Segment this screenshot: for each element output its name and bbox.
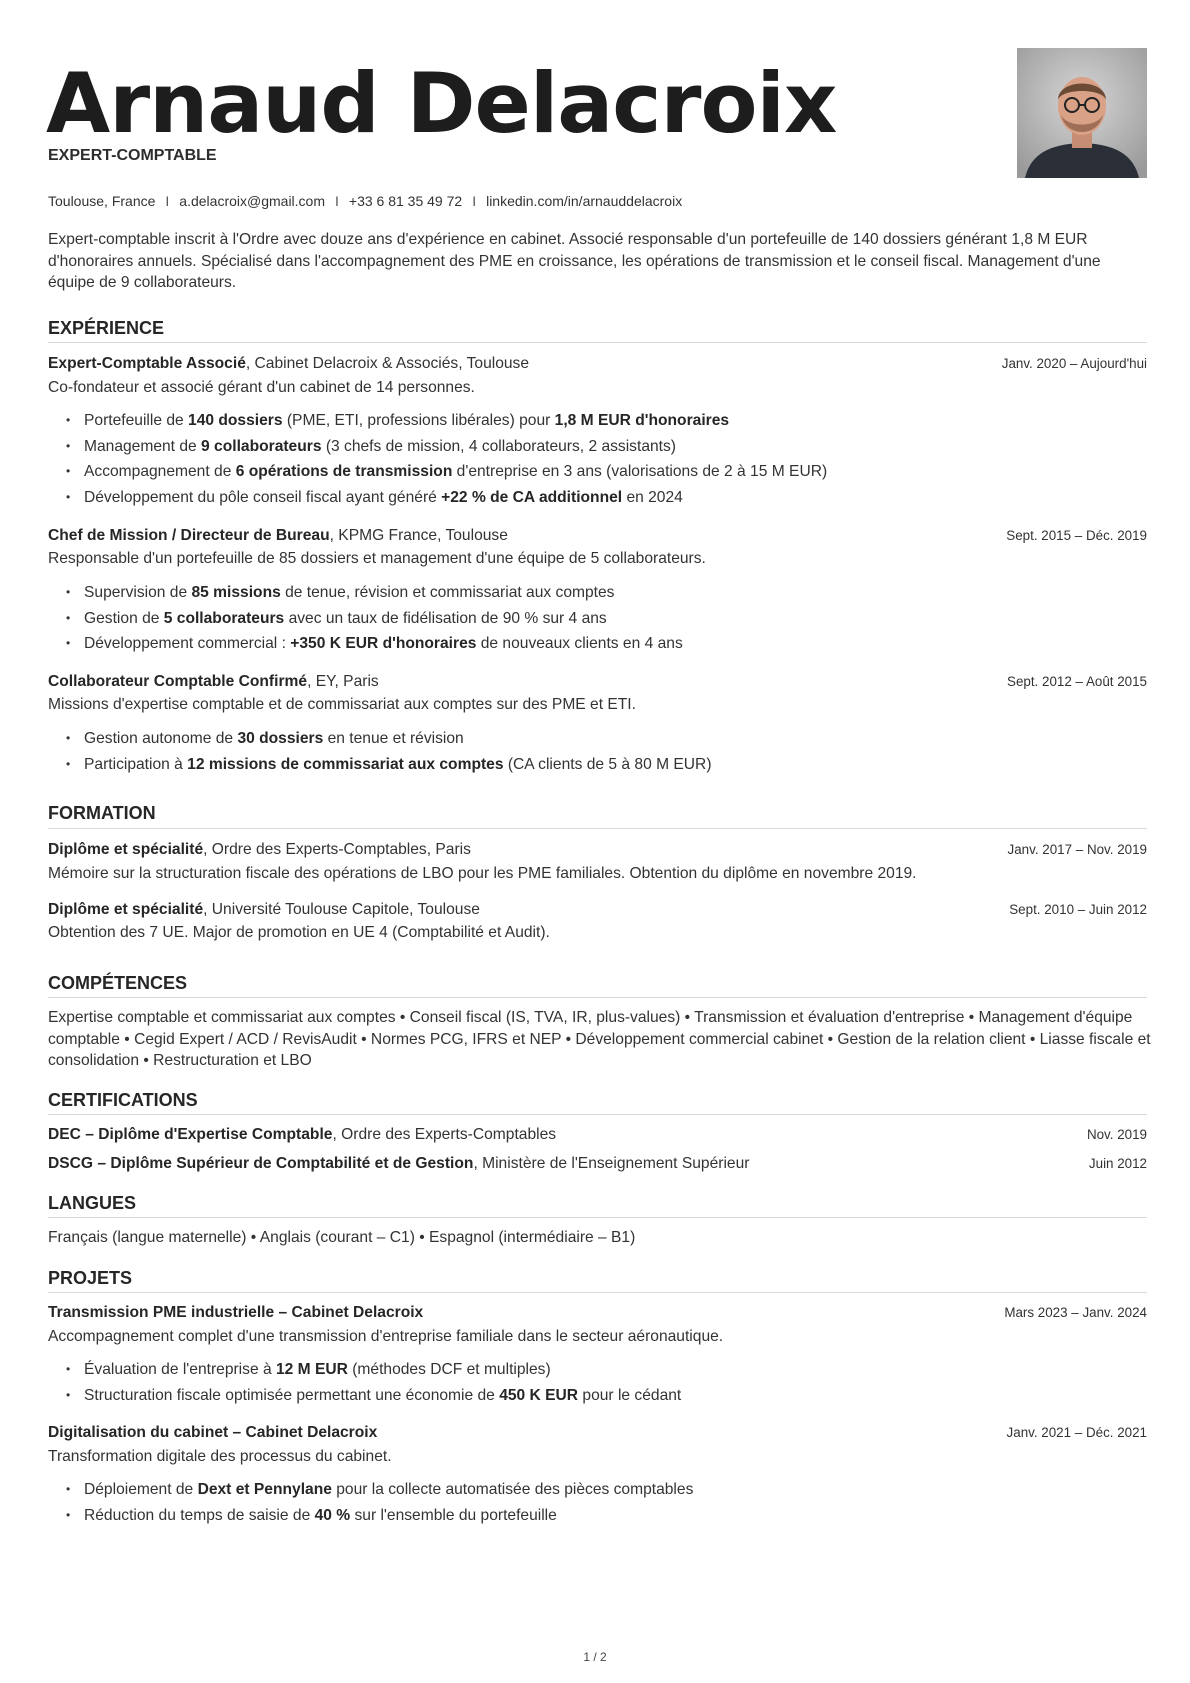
contact-email[interactable]: a.delacroix@gmail.com	[179, 193, 326, 209]
project-description: Accompagnement complet d'une transmission d'entreprise familiale dans le secteur aéronautique.	[48, 1328, 724, 1345]
project-title	[48, 1424, 377, 1442]
section-title-formation: FORMATION	[48, 803, 156, 823]
education-description: Obtention des 7 UE. Major de promotion en UE 4 (Comptabilité et Audit).	[48, 924, 550, 941]
list-item: • Déploiement de Dext et Pennylane pour la collecte automatisée des pièces comptables	[66, 1481, 694, 1498]
project-title	[48, 1304, 423, 1322]
job-org: , Cabinet Delacroix & Associés, Toulouse	[245, 355, 530, 372]
bullet-icon: •	[66, 1508, 71, 1522]
bullet-icon: •	[66, 585, 71, 599]
candidate-name: Arnaud Delacroix	[46, 55, 837, 152]
project-dates: Mars 2023 – Janv. 2024	[1004, 1305, 1147, 1320]
job-heading	[48, 355, 529, 373]
section-title-experience: EXPÉRIENCE	[48, 318, 165, 338]
section-divider	[48, 1114, 1147, 1115]
page-number: 1 / 2	[583, 1650, 607, 1664]
separator: I	[335, 193, 339, 209]
list-item: • Management de 9 collaborateurs (3 chefs de mission, 4 collaborateurs, 2 assistants)	[66, 438, 676, 455]
job-org: , EY, Paris	[307, 673, 379, 690]
job-dates: Janv. 2020 – Aujourd'hui	[1001, 356, 1147, 371]
section-title-langues: LANGUES	[48, 1193, 137, 1213]
bullet-icon: •	[66, 1482, 71, 1496]
section-divider	[48, 342, 1147, 343]
job-dates: Sept. 2012 – Août 2015	[1007, 674, 1147, 689]
job-description: Co-fondateur et associé gérant d'un cabinet de 14 personnes.	[48, 379, 475, 396]
profile-photo	[1017, 48, 1147, 178]
certification-date: Juin 2012	[1088, 1156, 1147, 1171]
separator: I	[472, 193, 477, 209]
project-name: Digitalisation du cabinet – Cabinet Delacroix	[48, 1424, 378, 1441]
bullet-icon: •	[66, 413, 71, 427]
job-title: EXPERT-COMPTABLE	[48, 147, 217, 164]
separator: I	[165, 193, 170, 209]
contact-location: Toulouse, France	[48, 193, 156, 209]
profile-summary: Expert-comptable inscrit à l'Ordre avec douze ans d'expérience en cabinet. Associé responsable d'un portefeuille de 140 dossiers générant 1,8 M EUR d'honoraires annuels. Spécialisé dans l'accompagnement des PME en croissance, les opérations de transmission et le conseil fiscal. Management d'une équipe de 9 collaborateurs.	[48, 231, 1101, 291]
job-role: Expert-Comptable Associé	[48, 355, 246, 372]
contact-phone[interactable]: +33 6 81 35 49 72	[348, 193, 463, 209]
project-description: Transformation digitale des processus du cabinet.	[48, 1448, 392, 1465]
bullet-icon: •	[66, 636, 71, 650]
education-heading	[48, 901, 480, 919]
education-dates: Janv. 2017 – Nov. 2019	[1007, 842, 1147, 857]
list-item: • Portefeuille de 140 dossiers (PME, ETI, professions libérales) pour 1,8 M EUR d'honoraires	[66, 412, 730, 429]
section-divider	[48, 997, 1147, 998]
certification-item	[48, 1126, 556, 1144]
job-role: Collaborateur Comptable Confirmé	[48, 673, 308, 690]
education-degree: Diplôme et spécialité	[48, 841, 204, 858]
bullet-icon: •	[66, 731, 71, 745]
project-dates: Janv. 2021 – Déc. 2021	[1006, 1425, 1147, 1440]
bullet-icon: •	[66, 490, 71, 504]
job-org: , KPMG France, Toulouse	[329, 527, 508, 544]
education-description: Mémoire sur la structuration fiscale des opérations de LBO pour les PME familiales. Obtention du diplôme en novembre 2019.	[48, 865, 917, 882]
list-item: • Gestion autonome de 30 dossiers en tenue et révision	[66, 730, 464, 747]
certification-org: , Ordre des Experts-Comptables	[332, 1126, 557, 1143]
section-divider	[48, 1217, 1147, 1218]
section-divider	[48, 1292, 1147, 1293]
job-dates: Sept. 2015 – Déc. 2019	[1006, 528, 1147, 543]
section-title-certifications: CERTIFICATIONS	[48, 1090, 198, 1110]
education-degree: Diplôme et spécialité	[48, 901, 204, 918]
list-item: • Réduction du temps de saisie de 40 % sur l'ensemble du portefeuille	[66, 1507, 557, 1524]
certification-item	[48, 1155, 749, 1173]
list-item: • Développement commercial : +350 K EUR d'honoraires de nouveaux clients en 4 ans	[66, 635, 683, 652]
job-description: Responsable d'un portefeuille de 85 dossiers et management d'une équipe de 5 collaborateurs.	[48, 550, 706, 567]
list-item: • Structuration fiscale optimisée permettant une économie de 450 K EUR pour le cédant	[66, 1387, 682, 1404]
education-dates: Sept. 2010 – Juin 2012	[1009, 902, 1147, 917]
bullet-icon: •	[66, 1362, 71, 1376]
bullet-icon: •	[66, 464, 71, 478]
education-org: , Ordre des Experts-Comptables, Paris	[203, 841, 471, 858]
section-title-competences: COMPÉTENCES	[48, 973, 188, 993]
list-item: • Évaluation de l'entreprise à 12 M EUR (méthodes DCF et multiples)	[66, 1361, 551, 1378]
contact-linkedin[interactable]: linkedin.com/in/arnauddelacroix	[486, 193, 683, 209]
bullet-icon: •	[66, 611, 71, 625]
list-item: • Gestion de 5 collaborateurs avec un taux de fidélisation de 90 % sur 4 ans	[66, 610, 607, 627]
certification-name: DSCG – Diplôme Supérieur de Comptabilité et de Gestion	[48, 1155, 474, 1172]
section-divider	[48, 828, 1147, 829]
list-item: • Accompagnement de 6 opérations de transmission d'entreprise en 3 ans (valorisations de 2 à 15 M EUR)	[66, 463, 828, 480]
list-item: • Participation à 12 missions de commissariat aux comptes (CA clients de 5 à 80 M EUR)	[66, 756, 712, 773]
list-item: • Supervision de 85 missions de tenue, révision et commissariat aux comptes	[66, 584, 615, 601]
languages-list: Français (langue maternelle) • Anglais (courant – C1) • Espagnol (intermédiaire – B1)	[48, 1229, 636, 1246]
education-heading	[48, 841, 471, 859]
certification-org: , Ministère de l'Enseignement Supérieur	[473, 1155, 750, 1172]
bullet-icon: •	[66, 439, 71, 453]
section-title-projets: PROJETS	[48, 1268, 133, 1288]
bullet-icon: •	[66, 757, 71, 771]
skills-list: Expertise comptable et commissariat aux comptes • Conseil fiscal (IS, TVA, IR, plus-values) • Transmission et évaluation d'entreprise • Management d'équipe comptable • Cegid Expert / ACD / RevisAudit • Normes PCG, IFRS et NEP • Développement commercial cabinet • Gestion de la relation client • Liasse fiscale et consolidation • Restructuration et LBO	[48, 1009, 1151, 1069]
list-item: • Développement du pôle conseil fiscal ayant généré +22 % de CA additionnel en 2024	[66, 489, 683, 506]
job-role: Chef de Mission / Directeur de Bureau	[48, 527, 330, 544]
bullet-icon: •	[66, 1388, 71, 1402]
certification-date: Nov. 2019	[1086, 1127, 1147, 1142]
education-org: , Université Toulouse Capitole, Toulouse	[203, 901, 480, 918]
job-description: Missions d'expertise comptable et de commissariat aux comptes sur des PME et ETI.	[48, 696, 636, 713]
certification-name: DEC – Diplôme d'Expertise Comptable	[48, 1126, 333, 1143]
job-heading	[48, 673, 379, 691]
project-name: Transmission PME industrielle – Cabinet Delacroix	[48, 1304, 424, 1321]
job-heading	[48, 527, 508, 545]
contact-line	[48, 193, 682, 209]
